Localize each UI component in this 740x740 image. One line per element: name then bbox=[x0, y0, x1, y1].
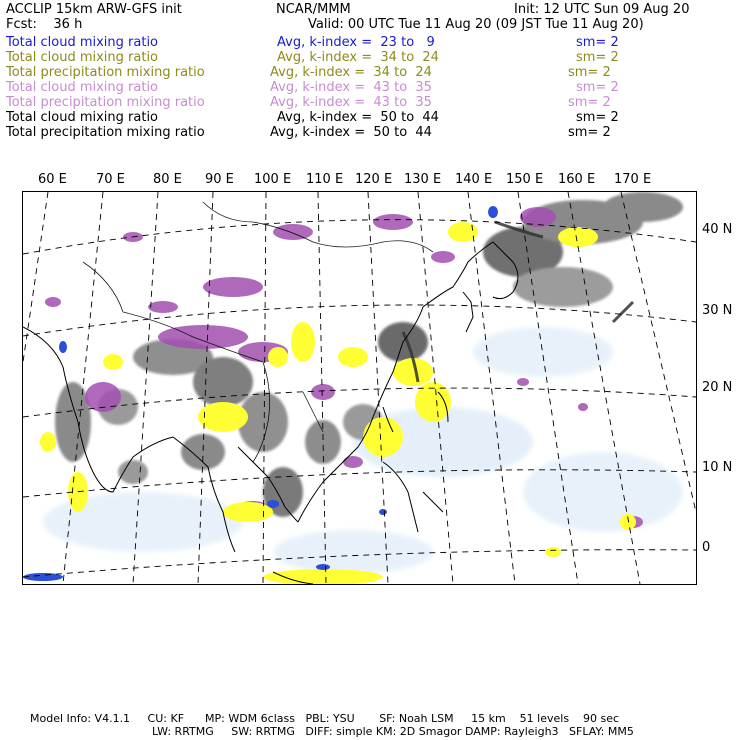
legend-avg-2: Avg, k-index = 34 to 24 bbox=[277, 50, 439, 65]
legend-sm-1: sm= 2 bbox=[576, 35, 619, 50]
lon-label: 140 E bbox=[455, 172, 493, 187]
legend-sm-2: sm= 2 bbox=[576, 50, 619, 65]
lat-label: 30 N bbox=[702, 303, 733, 318]
legend-sm-7: sm= 2 bbox=[568, 125, 611, 140]
lon-label: 170 E bbox=[614, 172, 652, 187]
lon-label: 150 E bbox=[506, 172, 544, 187]
model-info-line-2: LW: RRTMG SW: RRTMG DIFF: simple KM: 2D Smagor DAMP: Rayleigh3 SFLAY: MM5 bbox=[152, 725, 634, 738]
lat-label: 40 N bbox=[702, 222, 733, 237]
lon-label: 130 E bbox=[404, 172, 442, 187]
lat-label: 10 N bbox=[702, 460, 733, 475]
lon-label: 100 E bbox=[254, 172, 292, 187]
legend-sm-3: sm= 2 bbox=[568, 65, 611, 80]
legend-field-6: Total cloud mixing ratio bbox=[6, 110, 159, 125]
lat-label: 0 bbox=[702, 540, 711, 555]
legend-field-4: Total cloud mixing ratio bbox=[6, 80, 159, 95]
legend-avg-6: Avg, k-index = 50 to 44 bbox=[277, 110, 439, 125]
lon-label: 160 E bbox=[558, 172, 596, 187]
legend-sm-6: sm= 2 bbox=[576, 110, 619, 125]
legend-sm-4: sm= 2 bbox=[576, 80, 619, 95]
legend-field-2: Total cloud mixing ratio bbox=[6, 50, 159, 65]
lon-label: 70 E bbox=[96, 172, 125, 187]
map-panel bbox=[22, 191, 697, 585]
init-time: Init: 12 UTC Sun 09 Aug 20 bbox=[514, 2, 690, 17]
legend-avg-7: Avg, k-index = 50 to 44 bbox=[270, 125, 432, 140]
legend-field-1: Total cloud mixing ratio bbox=[6, 35, 159, 50]
legend-avg-4: Avg, k-index = 43 to 35 bbox=[270, 80, 432, 95]
lon-label: 80 E bbox=[153, 172, 182, 187]
legend-avg-1: Avg, k-index = 23 to 9 bbox=[277, 35, 435, 50]
center-label: NCAR/MMM bbox=[276, 2, 351, 17]
lon-label: 110 E bbox=[306, 172, 344, 187]
legend-avg-5: Avg, k-index = 43 to 35 bbox=[270, 95, 432, 110]
map-title: ACCLIP 15km ARW-GFS init bbox=[6, 2, 182, 17]
legend-field-3: Total precipitation mixing ratio bbox=[6, 65, 205, 80]
model-info-line-1: Model Info: V4.1.1 CU: KF MP: WDM 6class PBL: YSU SF: Noah LSM 15 km 51 levels 90 sec bbox=[30, 712, 620, 725]
forecast-hour: Fcst: 36 h bbox=[6, 17, 83, 32]
legend-sm-5: sm= 2 bbox=[568, 95, 611, 110]
legend-field-5: Total precipitation mixing ratio bbox=[6, 95, 205, 110]
valid-time: Valid: 00 UTC Tue 11 Aug 20 (09 JST Tue 11 Aug 20) bbox=[308, 17, 644, 32]
lon-label: 120 E bbox=[355, 172, 393, 187]
lon-label: 60 E bbox=[38, 172, 67, 187]
lat-label: 20 N bbox=[702, 380, 733, 395]
lon-label: 90 E bbox=[205, 172, 234, 187]
legend-avg-3: Avg, k-index = 34 to 24 bbox=[270, 65, 432, 80]
map-canvas bbox=[23, 192, 696, 584]
legend-field-7: Total precipitation mixing ratio bbox=[6, 125, 205, 140]
